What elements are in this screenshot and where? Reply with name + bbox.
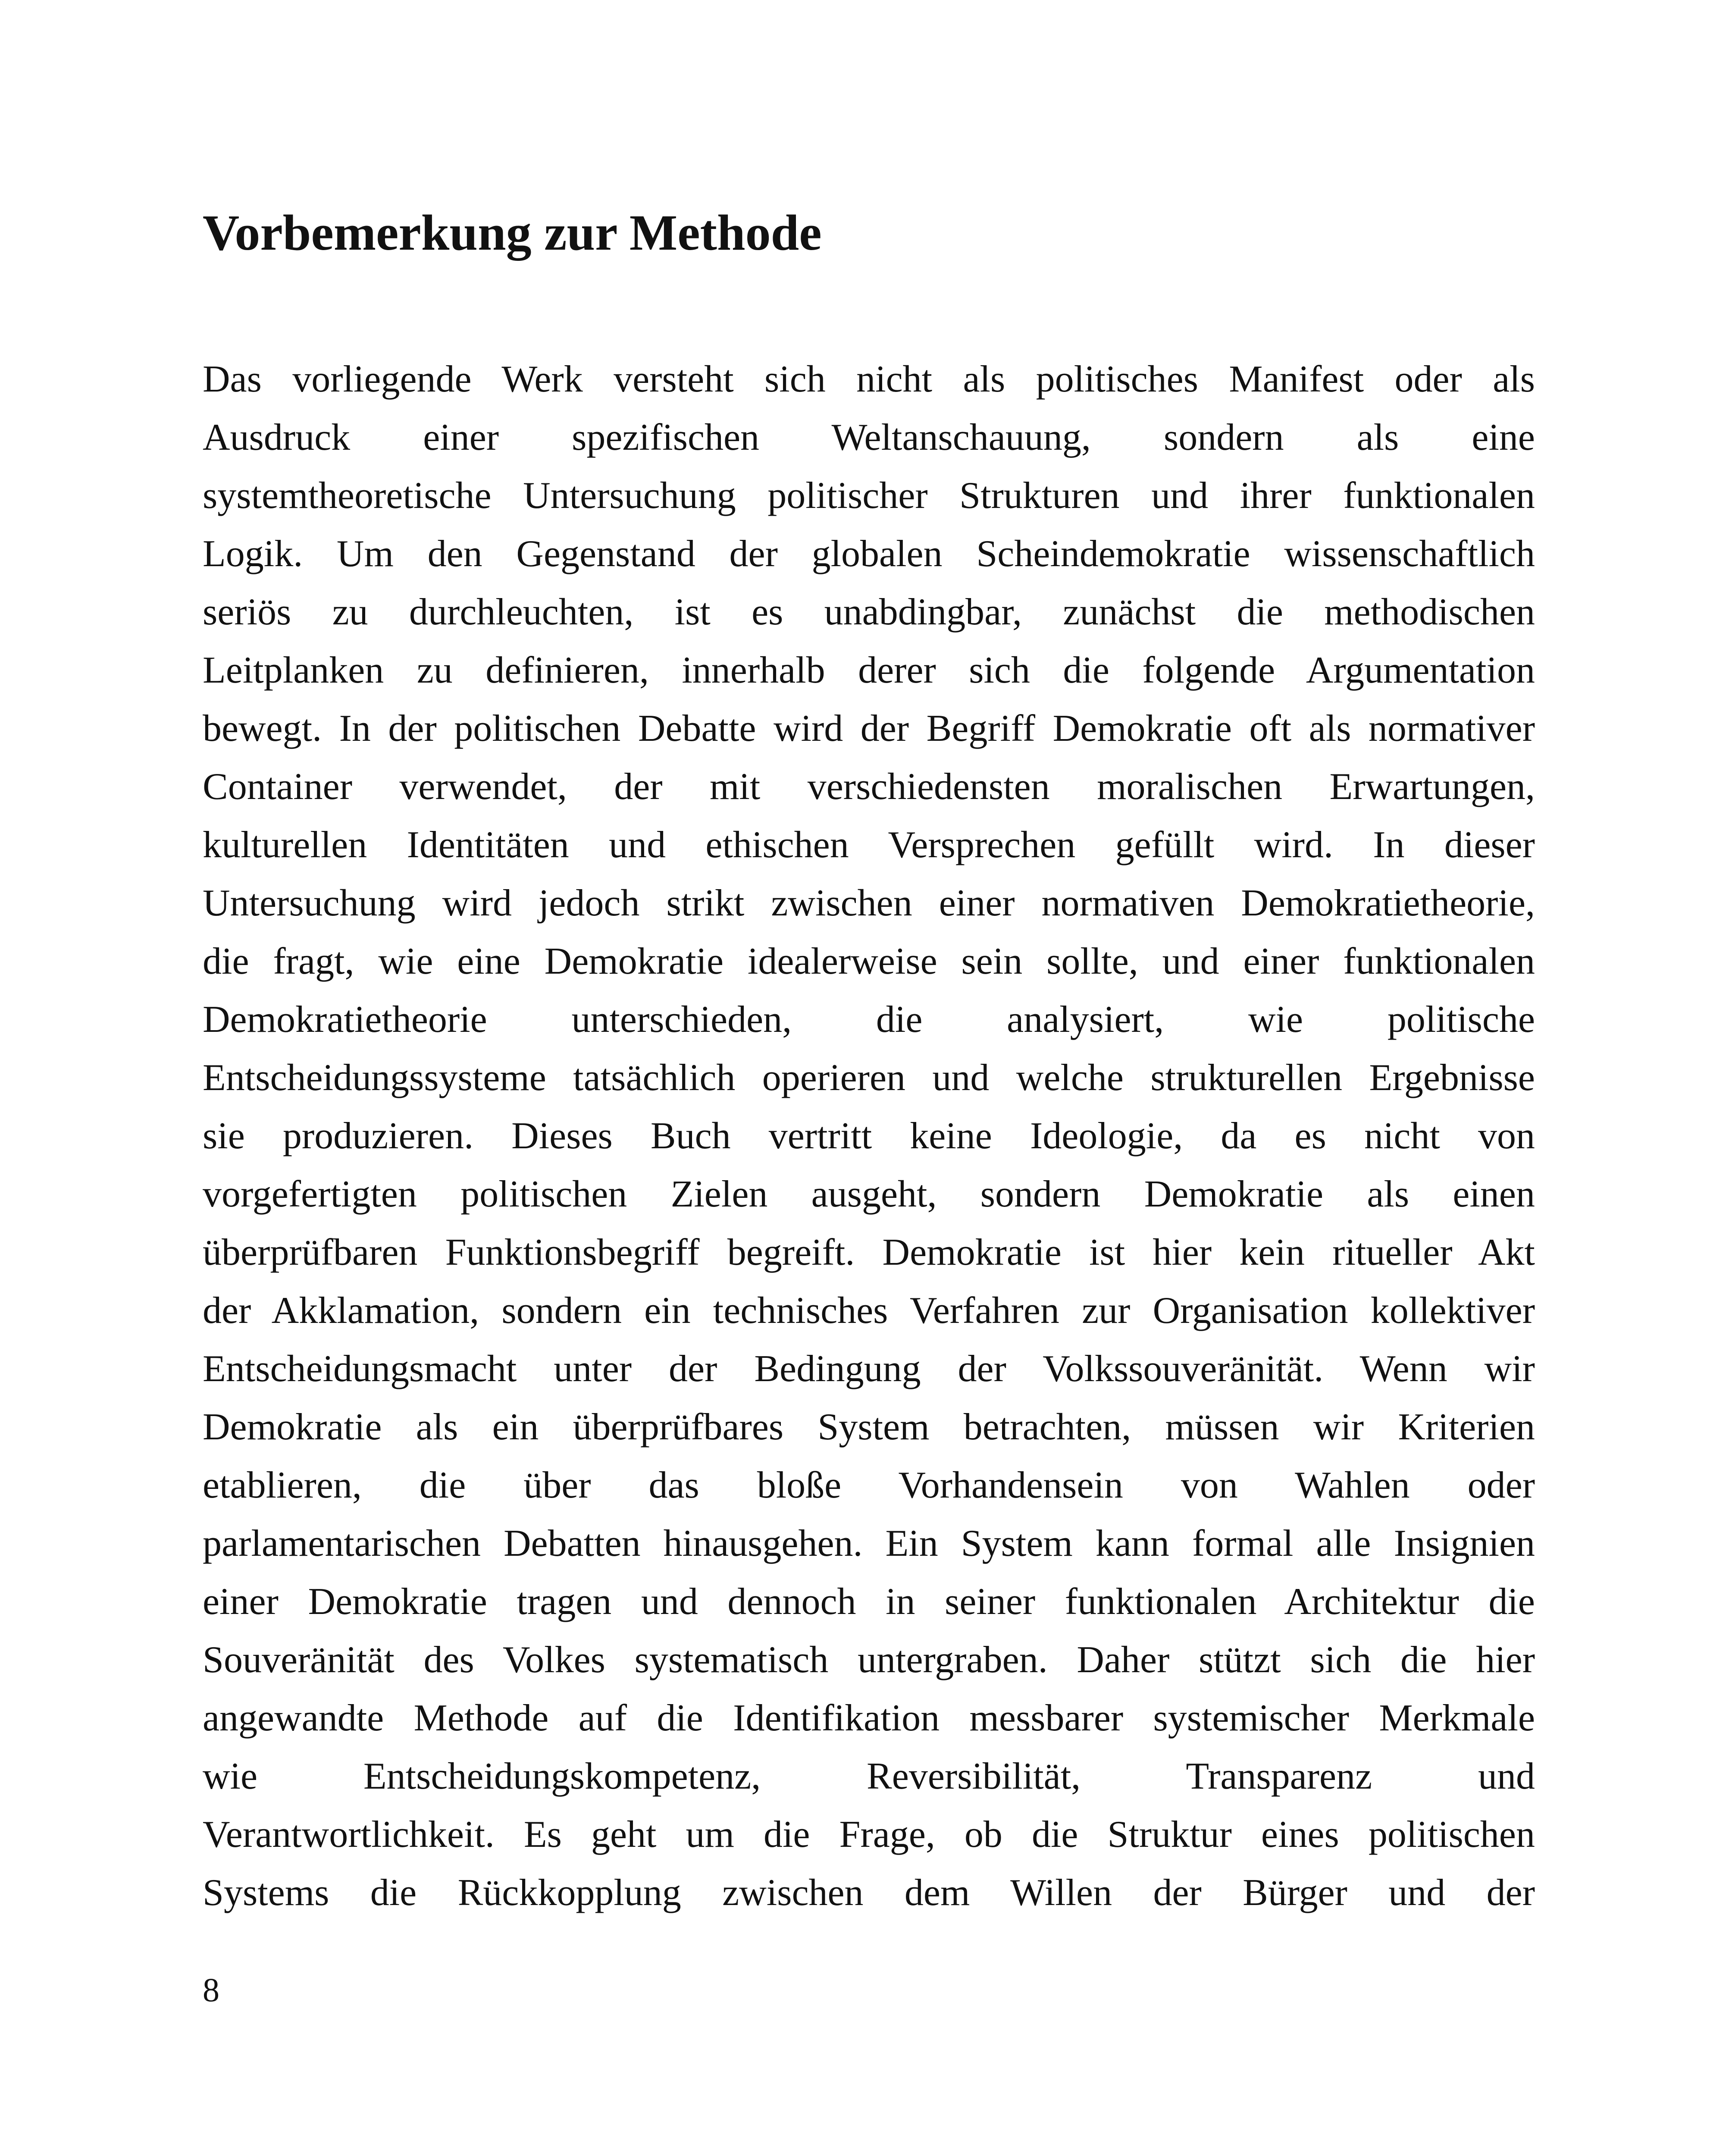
text-line: Logik. Um den Gegenstand der globalen Scheindemokratie wissenschaftlich bbox=[203, 533, 1535, 575]
text-line: systemtheoretische Untersuchung politischer Strukturen und ihrer funktionalen bbox=[203, 475, 1535, 517]
text-line: sie produzieren. Dieses Buch vertritt keine Ideologie, da es nicht von bbox=[203, 1115, 1535, 1157]
text-line: Verantwortlichkeit. Es geht um die Frage, ob die Struktur eines politischen bbox=[203, 1814, 1535, 1855]
text-line: kulturellen Identitäten und ethischen Versprechen gefüllt wird. In dieser bbox=[203, 824, 1535, 866]
text-line: Entscheidungssysteme tatsächlich operieren und welche strukturellen Ergebnisse bbox=[203, 1057, 1535, 1099]
text-line: vorgefertigten politischen Zielen ausgeht, sondern Demokratie als einen bbox=[203, 1173, 1535, 1215]
text-line: Untersuchung wird jedoch strikt zwischen einer normativen Demokratietheorie, bbox=[203, 882, 1535, 924]
text-line: Leitplanken zu definieren, innerhalb derer sich die folgende Argumentation bbox=[203, 649, 1535, 691]
text-line: Systems die Rückkopplung zwischen dem Willen der Bürger und der bbox=[203, 1872, 1535, 1914]
text-line: überprüfbaren Funktionsbegriff begreift. Demokratie ist hier kein ritueller Akt bbox=[203, 1232, 1535, 1273]
text-line: einer Demokratie tragen und dennoch in seiner funktionalen Architektur die bbox=[203, 1581, 1535, 1623]
text-line: parlamentarischen Debatten hinausgehen. Ein System kann formal alle Insignien bbox=[203, 1523, 1535, 1564]
text-line: die fragt, wie eine Demokratie idealerweise sein sollte, und einer funktionalen bbox=[203, 940, 1535, 982]
text-line: etablieren, die über das bloße Vorhandensein von Wahlen oder bbox=[203, 1464, 1535, 1506]
text-line: Demokratietheorie unterschieden, die analysiert, wie politische bbox=[203, 999, 1535, 1040]
text-line: Demokratie als ein überprüfbares System betrachten, müssen wir Kriterien bbox=[203, 1406, 1535, 1448]
text-line: Souveränität des Volkes systematisch untergraben. Daher stützt sich die hier bbox=[203, 1639, 1535, 1681]
text-line: Entscheidungsmacht unter der Bedingung der Volkssouveränität. Wenn wir bbox=[203, 1348, 1535, 1390]
text-line: Ausdruck einer spezifischen Weltanschauung, sondern als eine bbox=[203, 417, 1535, 458]
text-line: seriös zu durchleuchten, ist es unabdingbar, zunächst die methodischen bbox=[203, 591, 1535, 633]
text-line: bewegt. In der politischen Debatte wird der Begriff Demokratie oft als normativer bbox=[203, 708, 1535, 749]
text-line: angewandte Methode auf die Identifikation messbarer systemischer Merkmale bbox=[203, 1697, 1535, 1739]
text-line: der Akklamation, sondern ein technisches Verfahren zur Organisation kollektiver bbox=[203, 1290, 1535, 1332]
text-line: Container verwendet, der mit verschiedensten moralischen Erwartungen, bbox=[203, 766, 1535, 808]
text-line: Das vorliegende Werk versteht sich nicht als politisches Manifest oder als bbox=[203, 358, 1535, 400]
page-number: 8 bbox=[203, 1971, 219, 2009]
text-line: wie Entscheidungskompetenz, Reversibilität, Transparenz und bbox=[203, 1755, 1535, 1797]
section-heading: Vorbemerkung zur Methode bbox=[203, 204, 822, 261]
